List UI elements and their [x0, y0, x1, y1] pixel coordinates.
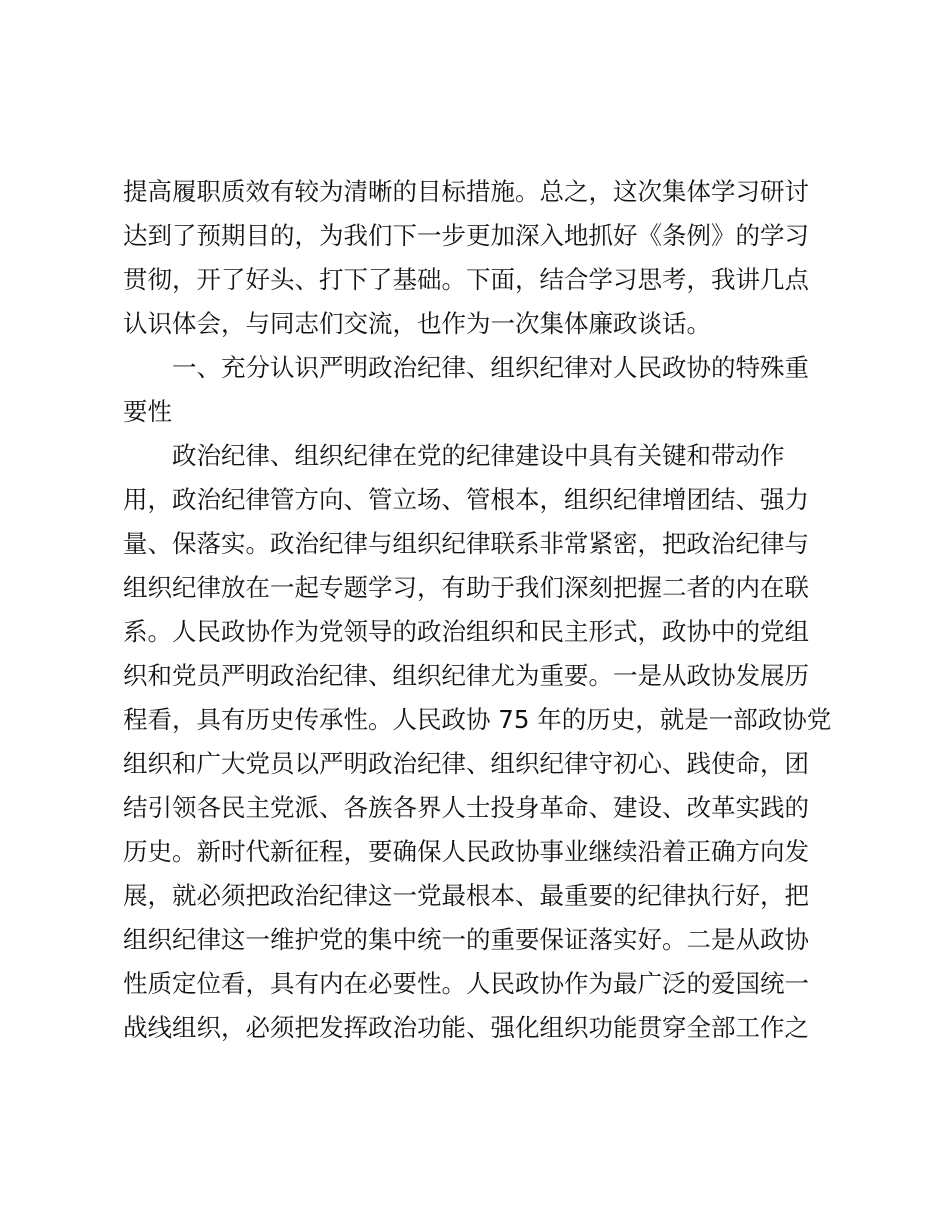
text-line: 性质定位看，具有内在必要性。人民政协作为最广泛的爱国统一: [123, 969, 809, 998]
text-line: 历史。新时代新征程，要确保人民政协事业继续沿着正确方向发: [123, 837, 809, 866]
text-line: 程看，具有历史传承性。人民政协 75 年的历史，就是一部政协党: [123, 705, 832, 734]
section-heading-line: 一、充分认识严明政治纪律、组织纪律对人民政协的特殊重: [172, 353, 809, 382]
text-line: 战线组织，必须把发挥政治功能、强化组织功能贯穿全部工作之: [123, 1013, 809, 1042]
text-line: 组织纪律这一维护党的集中统一的重要保证落实好。二是从政协: [123, 925, 809, 954]
text-line: 政治纪律、组织纪律在党的纪律建设中具有关键和带动作: [172, 441, 785, 470]
text-line: 展，就必须把政治纪律这一党最根本、最重要的纪律执行好，把: [123, 881, 809, 910]
text-line: 组织和广大党员以严明政治纪律、组织纪律守初心、践使命，团: [123, 749, 809, 778]
text-line: 系。人民政协作为党领导的政治组织和民主形式，政协中的党组: [123, 617, 809, 646]
text-line: 结引领各民主党派、各族各界人士投身革命、建设、改革实践的: [123, 793, 809, 822]
text-line: 达到了预期目的，为我们下一步更加深入地抓好《条例》的学习: [123, 221, 809, 250]
text-line: 用，政治纪律管方向、管立场、管根本，组织纪律增团结、强力: [123, 485, 809, 514]
text-line: 织和党员严明政治纪律、组织纪律尤为重要。一是从政协发展历: [123, 661, 809, 690]
section-heading-line: 要性: [123, 397, 172, 426]
text-line: 提高履职质效有较为清晰的目标措施。总之，这次集体学习研讨: [123, 177, 809, 206]
text-line: 组织纪律放在一起专题学习，有助于我们深刻把握二者的内在联: [123, 573, 809, 602]
document-body: [123, 170, 843, 1050]
text-line: 认识体会，与同志们交流，也作为一次集体廉政谈话。: [123, 309, 711, 338]
text-line: 量、保落实。政治纪律与组织纪律联系非常紧密，把政治纪律与: [123, 529, 809, 558]
text-line: 贯彻，开了好头、打下了基础。下面，结合学习思考，我讲几点: [123, 265, 809, 294]
